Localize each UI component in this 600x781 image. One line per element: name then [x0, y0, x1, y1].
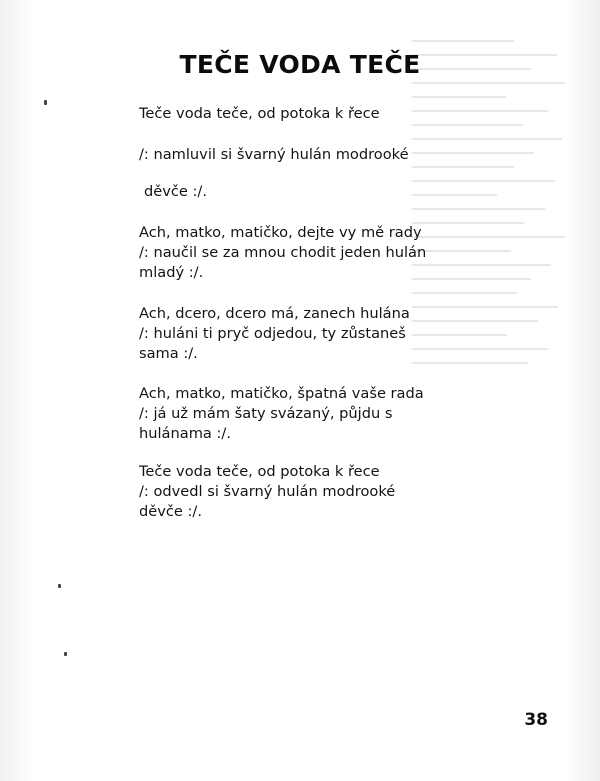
verse-3	[144, 182, 489, 202]
verse-line: /: namluvil si švarný hulán modrooké	[139, 146, 409, 163]
verse-line: Teče voda teče, od potoka k řece	[139, 105, 380, 122]
verse-line: mladý :/.	[139, 264, 204, 281]
verse-5	[139, 304, 484, 364]
verse-7	[139, 462, 484, 522]
page-number: 38	[524, 710, 548, 730]
verse-line: Ach, matko, matičko, špatná vaše rada	[139, 385, 424, 402]
verse-1	[139, 104, 484, 124]
scan-speck	[58, 584, 61, 588]
verse-6	[139, 384, 484, 444]
verse-line: /: huláni ti pryč odjedou, ty zůstaneš	[139, 325, 406, 342]
verse-line: děvče :/.	[139, 503, 202, 520]
scan-speck	[44, 100, 47, 105]
verse-line: hulánama :/.	[139, 425, 231, 442]
verse-line: /: odvedl si švarný hulán modrooké	[139, 483, 396, 500]
scan-speck	[64, 652, 67, 656]
verse-2	[139, 145, 484, 165]
verse-4	[139, 223, 484, 283]
verse-line: /: já už mám šaty svázaný, půjdu s	[139, 405, 393, 422]
verse-line: Ach, dcero, dcero má, zanech hulána	[139, 305, 410, 322]
verse-line: sama :/.	[139, 345, 198, 362]
verse-line: /: naučil se za mnou chodit jeden hulán	[139, 244, 427, 261]
verse-line: děvče :/.	[144, 183, 207, 200]
verse-line: Ach, matko, matičko, dejte vy mě rady	[139, 224, 422, 241]
verse-line: Teče voda teče, od potoka k řece	[139, 463, 380, 480]
song-title: TEČE VODA TEČE	[179, 50, 421, 79]
